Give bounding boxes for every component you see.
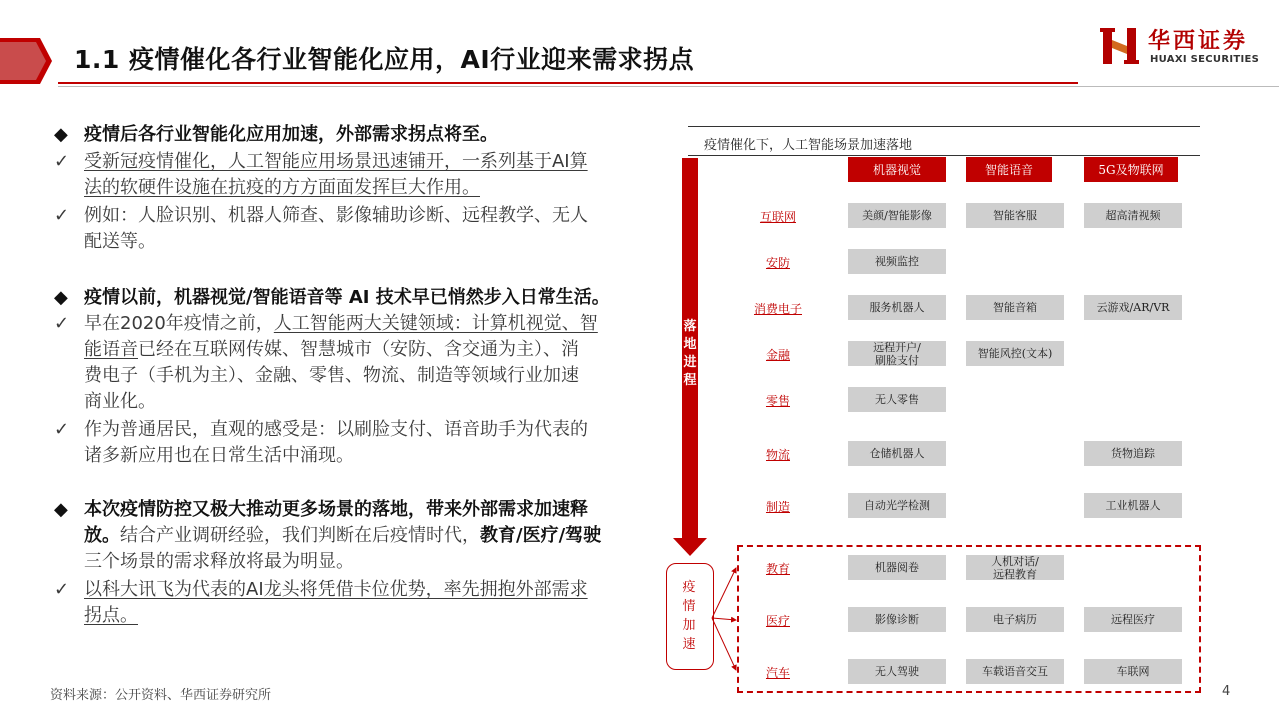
text-line-content <box>84 417 588 443</box>
progress-arrow-label <box>682 318 698 390</box>
text-span: 疫情后各行业智能化应用加速，外部需求拐点将至。 <box>84 124 498 145</box>
text-line-content <box>84 523 601 549</box>
text-span: 商业化。 <box>84 391 156 412</box>
text-span: 教育/医疗/驾驶 <box>480 525 602 546</box>
check-bullet-icon: ✓ <box>54 579 70 600</box>
text-span: 三个场景的需求释放将最为明显。 <box>84 551 354 572</box>
scenario-cell: 超高清视频 <box>1084 203 1182 228</box>
scenario-cell: 仓储机器人 <box>848 441 946 466</box>
text-line-content <box>84 229 156 255</box>
text-line-content <box>84 577 588 603</box>
row-label: 汽车 <box>765 666 790 680</box>
row-label: 金融 <box>765 348 790 362</box>
scenario-cell: 智能风控(文本) <box>966 341 1064 366</box>
scenario-cell: 云游戏/AR/VR <box>1084 295 1182 320</box>
accel-arrows <box>710 560 740 675</box>
accel-char: 速 <box>682 637 696 652</box>
row-label: 教育 <box>765 562 790 576</box>
row-label: 安防 <box>765 256 790 270</box>
text-line-content <box>84 337 579 363</box>
diagram-title: 疫情催化下，人工智能场景加速落地 <box>704 138 913 153</box>
scenario-cell: 自动光学检测 <box>848 493 946 518</box>
text-line-content <box>84 122 498 148</box>
page-title: 1.1 疫情催化各行业智能化应用，AI行业迎来需求拐点 <box>74 45 695 74</box>
text-span: 以科大讯飞为代表的AI龙头将凭借卡位优势，率先拥抱外部需求 <box>84 579 588 600</box>
scenario-cell: 服务机器人 <box>848 295 946 320</box>
scenario-cell: 电子病历 <box>966 607 1064 632</box>
check-bullet-icon: ✓ <box>54 419 70 440</box>
row-label: 物流 <box>765 448 790 462</box>
scenario-cell: 影像诊断 <box>848 607 946 632</box>
text-span: 本次疫情防控又极大推动更多场景的落地，带来外部需求加速释 <box>84 499 588 520</box>
scenario-cell: 远程医疗 <box>1084 607 1182 632</box>
text-span: 疫情以前，机器视觉/智能语音等 AI 技术早已悄然步入日常生活。 <box>84 287 610 308</box>
row-label: 制造 <box>765 500 790 514</box>
row-label: 医疗 <box>765 614 790 628</box>
text-line-content <box>84 175 480 201</box>
text-line-content <box>84 285 610 311</box>
header-red-tab <box>0 38 52 84</box>
arrow-char: 落 <box>683 319 697 334</box>
header-red-line <box>58 82 1078 84</box>
logo-text-cn: 华西证券 <box>1148 29 1249 54</box>
text-line-content <box>84 443 354 469</box>
accel-char: 情 <box>682 599 696 614</box>
row-label: 消费电子 <box>753 302 802 316</box>
arrow-char: 地 <box>683 337 697 352</box>
column-header: 智能语音 <box>966 157 1052 182</box>
text-line-content <box>84 149 588 175</box>
scenario-cell: 智能客服 <box>966 203 1064 228</box>
header-divider <box>58 86 1279 87</box>
text-span: 费电子（手机为主）、金融、零售、物流、制造等领域行业加速 <box>84 365 579 386</box>
text-span: 受新冠疫情催化，人工智能应用场景迅速铺开，一系列基于AI算 <box>84 151 588 172</box>
scenario-cell: 远程开户/ 刷脸支付 <box>848 341 946 366</box>
scenario-cell: 工业机器人 <box>1084 493 1182 518</box>
scenario-cell: 无人零售 <box>848 387 946 412</box>
source-note: 资料来源：公开资料、华西证券研究所 <box>50 688 272 703</box>
text-span: 例如：人脸识别、机器人筛查、影像辅助诊断、远程教学、无人 <box>84 205 588 226</box>
text-span: 能语音 <box>84 339 138 360</box>
scenario-cell: 美颜/智能影像 <box>848 203 946 228</box>
diagram-top-rule <box>688 126 1200 127</box>
text-line-content <box>84 603 138 629</box>
logo-text-en: HUAXI SECURITIES <box>1150 54 1260 65</box>
page-number: 4 <box>1222 684 1231 699</box>
text-span: 早在2020年疫情之前， <box>84 313 274 334</box>
arrow-char: 程 <box>683 373 697 388</box>
scenario-cell: 视频监控 <box>848 249 946 274</box>
diamond-bullet-icon: ◆ <box>54 499 68 520</box>
check-bullet-icon: ✓ <box>54 205 70 226</box>
text-span: 已经在互联网传媒、智慧城市（安防、含交通为主）、消 <box>138 339 579 360</box>
check-bullet-icon: ✓ <box>54 151 70 172</box>
text-line-content <box>84 311 598 337</box>
column-header: 机器视觉 <box>848 157 946 182</box>
column-header: 5G及物联网 <box>1084 157 1178 182</box>
text-span: 拐点。 <box>84 605 138 626</box>
row-label: 零售 <box>765 394 790 408</box>
diagram-title-rule <box>688 155 1200 156</box>
scenario-cell: 人机对话/ 远程教育 <box>966 555 1064 580</box>
text-span: 人工智能两大关键领域：计算机视觉、智 <box>273 313 598 334</box>
text-span: 配送等。 <box>84 231 156 252</box>
text-span: 法的软硬件设施在抗疫的方方面面发挥巨大作用。 <box>84 177 480 198</box>
accel-char: 加 <box>682 618 696 633</box>
text-span: 诸多新应用也在日常生活中涌现。 <box>84 445 354 466</box>
scenario-cell: 车联网 <box>1084 659 1182 684</box>
text-span: 结合产业调研经验，我们判断在后疫情时代， <box>120 525 480 546</box>
text-line-content <box>84 363 579 389</box>
text-line-content <box>84 389 156 415</box>
text-line-content <box>84 549 354 575</box>
diamond-bullet-icon: ◆ <box>54 124 68 145</box>
row-label: 互联网 <box>759 210 796 224</box>
huaxi-logo-icon <box>1100 24 1140 68</box>
accel-label <box>666 578 712 654</box>
diamond-bullet-icon: ◆ <box>54 287 68 308</box>
text-span: 放。 <box>84 525 120 546</box>
check-bullet-icon: ✓ <box>54 313 70 334</box>
scenario-cell: 机器阅卷 <box>848 555 946 580</box>
text-line-content <box>84 497 588 523</box>
text-span: 作为普通居民，直观的感受是：以刷脸支付、语音助手为代表的 <box>84 419 588 440</box>
scenario-cell: 智能音箱 <box>966 295 1064 320</box>
scenario-cell: 车载语音交互 <box>966 659 1064 684</box>
text-line-content <box>84 203 588 229</box>
arrow-char: 进 <box>683 355 697 370</box>
scenario-cell: 货物追踪 <box>1084 441 1182 466</box>
scenario-cell: 无人驾驶 <box>848 659 946 684</box>
accel-char: 疫 <box>682 580 696 595</box>
progress-arrow-head <box>673 538 707 556</box>
